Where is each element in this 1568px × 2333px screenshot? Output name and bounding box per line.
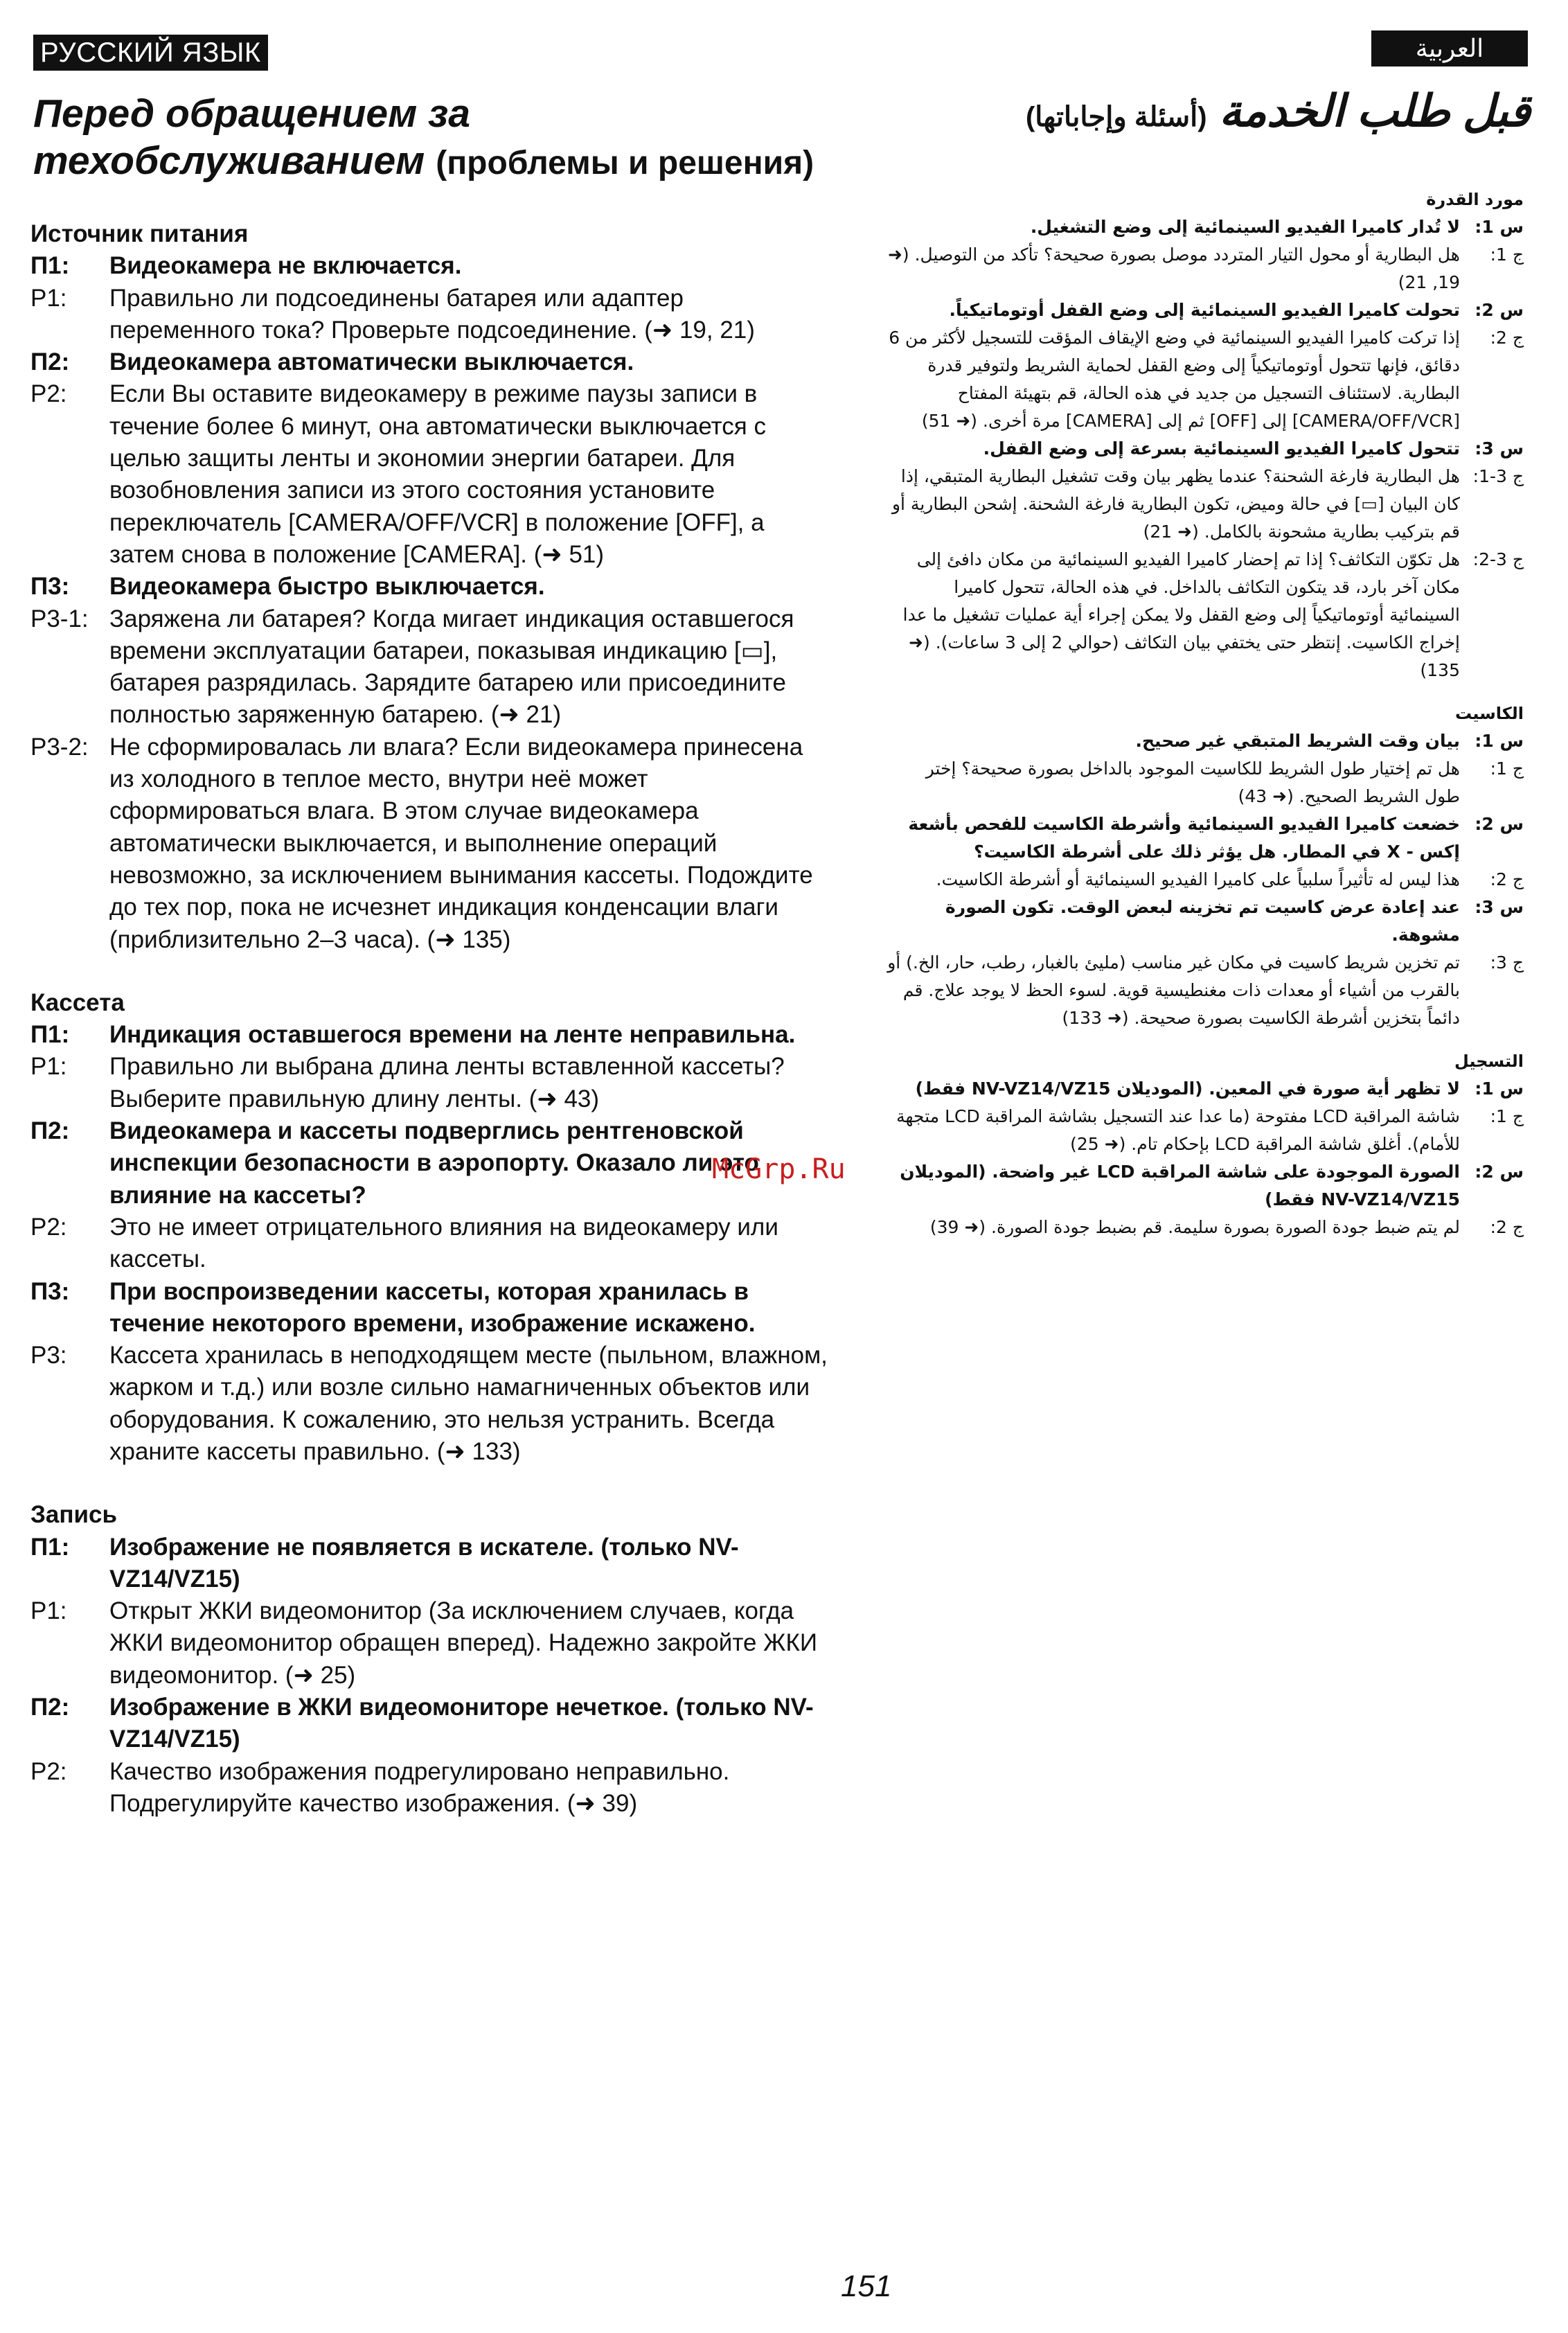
answer-row: [30, 378, 834, 571]
question-label: س 3:: [1475, 897, 1524, 917]
answer-row: [30, 1756, 834, 1820]
arabic-subtitle: (أسئلة وإجاباتها): [1025, 102, 1207, 132]
answer-text: هل تكوّن التكاثف؟ إذا تم إحضار كاميرا الفيديو السينمائية من مكان دافئ إلى مكان آخر بارد، قد يتكون التكاثف بالداخل. في هذه الحالة، تتحول كاميرا السينمائية أوتوماتيكياً إلى وضع القفل ولا يمكن إجراء أية عمليات تشغيل ما عدا إخراج الكاسيت. إنتظر حتى يختفي بيان التكاثف (حوالي 2 إلى 3 ساعات). (➜ 135): [902, 549, 1460, 680]
question-label: П2:: [30, 1117, 70, 1145]
section-heading: الكاسيت: [1454, 704, 1524, 723]
question-row: [887, 727, 1524, 755]
question-label: س 3:: [1475, 438, 1524, 459]
question-row: [30, 1692, 834, 1756]
question-label: س 1:: [1475, 731, 1524, 751]
answer-text: شاشة المراقبة LCD مفتوحة (ما عدا عند التسجيل بشاشة المراقبة LCD متجهة للأمام). أغلق شاشة المراقبة LCD بإحكام تام. (➜ 25): [896, 1106, 1460, 1154]
answer-label: P3-2:: [30, 733, 89, 761]
answer-text: Правильно ли подсоединены батарея или адаптер переменного тока? Проверьте подсоединение. (➜ 19, 21): [109, 284, 755, 344]
question-row: [30, 1532, 834, 1596]
answer-row: [30, 1051, 834, 1115]
section-spacer: [30, 956, 834, 987]
answer-label: P2:: [30, 1213, 67, 1241]
question-label: П1:: [30, 1021, 70, 1049]
answer-text: هل البطارية فارغة الشحنة؟ عندما يظهر بيان وقت تشغيل البطارية المتبقي، إذا كان البيان [▭] في حالة وميض، تكون البطارية فارغة الشحنة. إشحن البطارية أو قم بتركيب بطارية مشحونة بالكامل. (➜ 21): [891, 466, 1460, 542]
question-label: П2:: [30, 1694, 70, 1721]
answer-text: هل البطارية أو محول التيار المتردد موصل بصورة صحيحة؟ تأكد من التوصيل. (➜ 19, 21): [887, 245, 1460, 292]
title-subtitle: (проблемы и решения): [436, 145, 814, 181]
question-text: Изображение в ЖКИ видеомониторе нечеткое. (только NV-VZ14/VZ15): [109, 1694, 814, 1753]
question-row: [887, 435, 1524, 463]
title-line-2: техобслуживанием: [33, 139, 425, 183]
answer-row: [887, 463, 1524, 546]
answer-row: [887, 866, 1524, 894]
section-spacer: [887, 1032, 1524, 1042]
question-text: لا تُدار كاميرا الفيديو السينمائية إلى وضع التشغيل.: [1030, 217, 1460, 237]
answer-row: [887, 755, 1524, 810]
question-row: [887, 894, 1524, 949]
question-text: لا تظهر أية صورة في المعين. (الموديلان NV-VZ14/VZ15 فقط): [915, 1079, 1460, 1099]
answer-row: [30, 603, 834, 731]
section-heading: Запись: [30, 1501, 118, 1529]
answer-label: ج 3:: [1490, 952, 1524, 973]
section-heading: مورد القدرة: [1426, 190, 1524, 209]
answer-label: P2:: [30, 380, 67, 408]
question-label: س 2:: [1475, 300, 1524, 320]
section-heading: التسجيل: [1454, 1052, 1524, 1071]
question-row: [887, 1075, 1524, 1103]
question-label: П3:: [30, 1277, 70, 1305]
question-label: س 2:: [1475, 1162, 1524, 1182]
answer-row: [30, 283, 834, 347]
question-text: تتحول كاميرا الفيديو السينمائية بسرعة إلى وضع القفل.: [983, 438, 1460, 459]
question-row: [30, 1019, 834, 1051]
answer-text: Это не имеет отрицательного влияния на видеокамеру или кассеты.: [109, 1213, 778, 1273]
answer-row: [887, 949, 1524, 1032]
answer-text: إذا تركت كاميرا الفيديو السينمائية في وضع الإيقاف المؤقت للتسجيل لأكثر من 6 دقائق، فإنها تتحول أوتوماتيكياً إلى وضع القفل لحماية الشريط ولتوفير قدرة البطارية. لاستئناف التسجيل من جديد في هذه الحالة، قم بتهيئة المفتاح [CAMERA/OFF/VCR] إلى [OFF] ثم إلى [CAMERA] مرة أخرى. (➜ 51): [889, 328, 1460, 431]
page-title-russian: [33, 90, 823, 187]
question-row: [30, 346, 834, 378]
answer-label: ج 3-1:: [1472, 466, 1524, 486]
answer-label: ج 1:: [1490, 245, 1524, 265]
question-text: Видеокамера быстро выключается.: [109, 573, 545, 601]
answer-text: Правильно ли выбрана длина ленты вставленной кассеты? Выберите правильную длину ленты. (➜ 43): [109, 1053, 785, 1112]
question-row: [30, 1276, 834, 1340]
question-label: П3:: [30, 573, 70, 601]
question-label: س 1:: [1475, 217, 1524, 237]
answer-row: [887, 546, 1524, 684]
question-label: П2:: [30, 348, 70, 376]
page-title-arabic: [866, 83, 1531, 145]
russian-content-column: [30, 218, 834, 1820]
question-label: П1:: [30, 252, 70, 280]
answer-row: [30, 1212, 834, 1276]
page-number: 151: [841, 2269, 892, 2303]
answer-text: هل تم إختيار طول الشريط للكاسيت الموجود بالداخل بصورة صحيحة؟ إختر طول الشريط الصحيح. (➜ 43): [925, 759, 1460, 806]
section-spacer: [30, 1468, 834, 1499]
answer-row: [30, 1595, 834, 1692]
answer-label: P2:: [30, 1757, 67, 1785]
answer-label: ج 1:: [1490, 759, 1524, 779]
arabic-content-column: [887, 180, 1524, 1241]
answer-label: ج 1:: [1490, 1106, 1524, 1126]
answer-text: تم تخزين شريط كاسيت في مكان غير مناسب (مليئ بالغبار، رطب، حار، الخ.) أو بالقرب من أشياء أو معدات ذات مغنطيسية قوية. لسوء الحظ لا يوجد علاج. قم دائماً بتخزين أشرطة الكاسيت بصورة صحيحة. (➜ 133): [887, 952, 1460, 1028]
question-label: س 1:: [1475, 1079, 1524, 1099]
answer-label: ج 2:: [1490, 328, 1524, 348]
question-label: П1:: [30, 1533, 70, 1561]
question-text: Изображение не появляется в искателе. (только NV-VZ14/VZ15): [109, 1533, 739, 1593]
question-text: خضعت كاميرا الفيديو السينمائية وأشرطة الكاسيت للفحص بأشعة إكس - X في المطار. هل يؤثر ذلك على أشرطة الكاسيت؟: [908, 814, 1460, 862]
answer-label: ج 3-2:: [1472, 549, 1524, 569]
answer-text: لم يتم ضبط جودة الصورة بصورة سليمة. قم بضبط جودة الصورة. (➜ 39): [929, 1217, 1460, 1237]
question-text: При воспроизведении кассеты, которая хранилась в течение некоторого времени, изображение искажено.: [109, 1277, 756, 1337]
watermark: McGrp.Ru: [712, 1153, 846, 1185]
question-text: بيان وقت الشريط المتبقي غير صحيح.: [1135, 731, 1460, 751]
question-text: تحولت كاميرا الفيديو السينمائية إلى وضع القفل أوتوماتيكياً.: [949, 300, 1460, 320]
answer-label: P3:: [30, 1342, 67, 1369]
question-text: Видеокамера автоматически выключается.: [109, 348, 634, 376]
answer-label: P3-1:: [30, 605, 89, 632]
answer-text: Если Вы оставите видеокамеру в режиме паузы записи в течение более 6 минут, она автоматически выключается с целью защиты ленты и экономии энергии батареи. Для возобновления записи из этого состояния установите переключатель [CAMERA/OFF/VCR] в положение [OFF], а затем снова в положение [CAMERA]. (➜ 51): [109, 380, 766, 568]
question-label: س 2:: [1475, 814, 1524, 834]
question-text: Видеокамера не включается.: [109, 252, 462, 280]
answer-row: [30, 1340, 834, 1468]
answer-text: Кассета хранилась в неподходящем месте (пыльном, влажном, жарком и т.д.) или возле сильно намагниченных объектов или оборудования. К сожалению, это нельзя устранить. Всегда храните кассеты правильно. (➜ 133): [109, 1342, 828, 1465]
question-row: [887, 296, 1524, 324]
question-row: [887, 810, 1524, 866]
question-row: [30, 571, 834, 603]
question-text: Индикация оставшегося времени на ленте неправильна.: [109, 1021, 796, 1049]
question-text: Видеокамера и кассеты подверглись рентгеновской инспекции безопасности в аэропорту. Оказало ли это влияние на кассеты?: [109, 1117, 759, 1209]
language-tab-arabic: العربية: [1371, 30, 1528, 66]
answer-label: P1:: [30, 284, 67, 312]
answer-text: Заряжена ли батарея? Когда мигает индикация оставшегося времени эксплуатации батареи, показывая индикацию [▭], батарея разрядилась. Зарядите батарею или присоедините полностью заряженную батарею. (➜ 21): [109, 605, 794, 729]
section-heading: Источник питания: [30, 220, 249, 247]
question-text: الصورة الموجودة على شاشة المراقبة LCD غير واضحة. (الموديلان NV-VZ14/VZ15 فقط): [900, 1162, 1460, 1209]
answer-text: هذا ليس له تأثيراً سلبياً على كاميرا الفيديو السينمائية أو أشرطة الكاسيت.: [936, 869, 1460, 889]
question-text: عند إعادة عرض كاسيت تم تخزينه لبعض الوقت. تكون الصورة مشوهة.: [945, 897, 1460, 945]
language-tab-russian: РУССКИЙ ЯЗЫК: [33, 35, 268, 71]
title-line-1: Перед обращением за: [33, 91, 470, 136]
answer-label: ج 2:: [1490, 1217, 1524, 1237]
answer-text: Качество изображения подрегулировано неправильно. Подрегулируйте качество изображения. (➜ 39): [109, 1757, 730, 1817]
arabic-title: قبل طلب الخدمة: [1219, 86, 1531, 136]
answer-row: [887, 324, 1524, 435]
question-row: [887, 1158, 1524, 1214]
answer-row: [887, 1103, 1524, 1158]
answer-row: [30, 731, 834, 956]
answer-text: Открыт ЖКИ видеомонитор (За исключением случаев, когда ЖКИ видеомонитор обращен вперед). Надежно закройте ЖКИ видеомонитор. (➜ 25): [109, 1597, 818, 1689]
question-row: [30, 250, 834, 282]
answer-row: [887, 241, 1524, 296]
section-spacer: [887, 684, 1524, 694]
answer-label: P1:: [30, 1597, 67, 1625]
answer-row: [887, 1214, 1524, 1241]
section-heading: Кассета: [30, 988, 125, 1016]
question-row: [887, 213, 1524, 241]
answer-text: Не сформировалась ли влага? Если видеокамера принесена из холодного в теплое место, внутри неё может сформироваться влага. В этом случае видеокамера автоматически выключается, и выполнение операций невозможно, за исключением вынимания кассеты. Подождите до тех пор, пока не исчезнет индикация конденсации влаги (приблизительно 2–3 часа). (➜ 135): [109, 733, 813, 953]
answer-label: P1:: [30, 1053, 67, 1081]
answer-label: ج 2:: [1490, 869, 1524, 889]
